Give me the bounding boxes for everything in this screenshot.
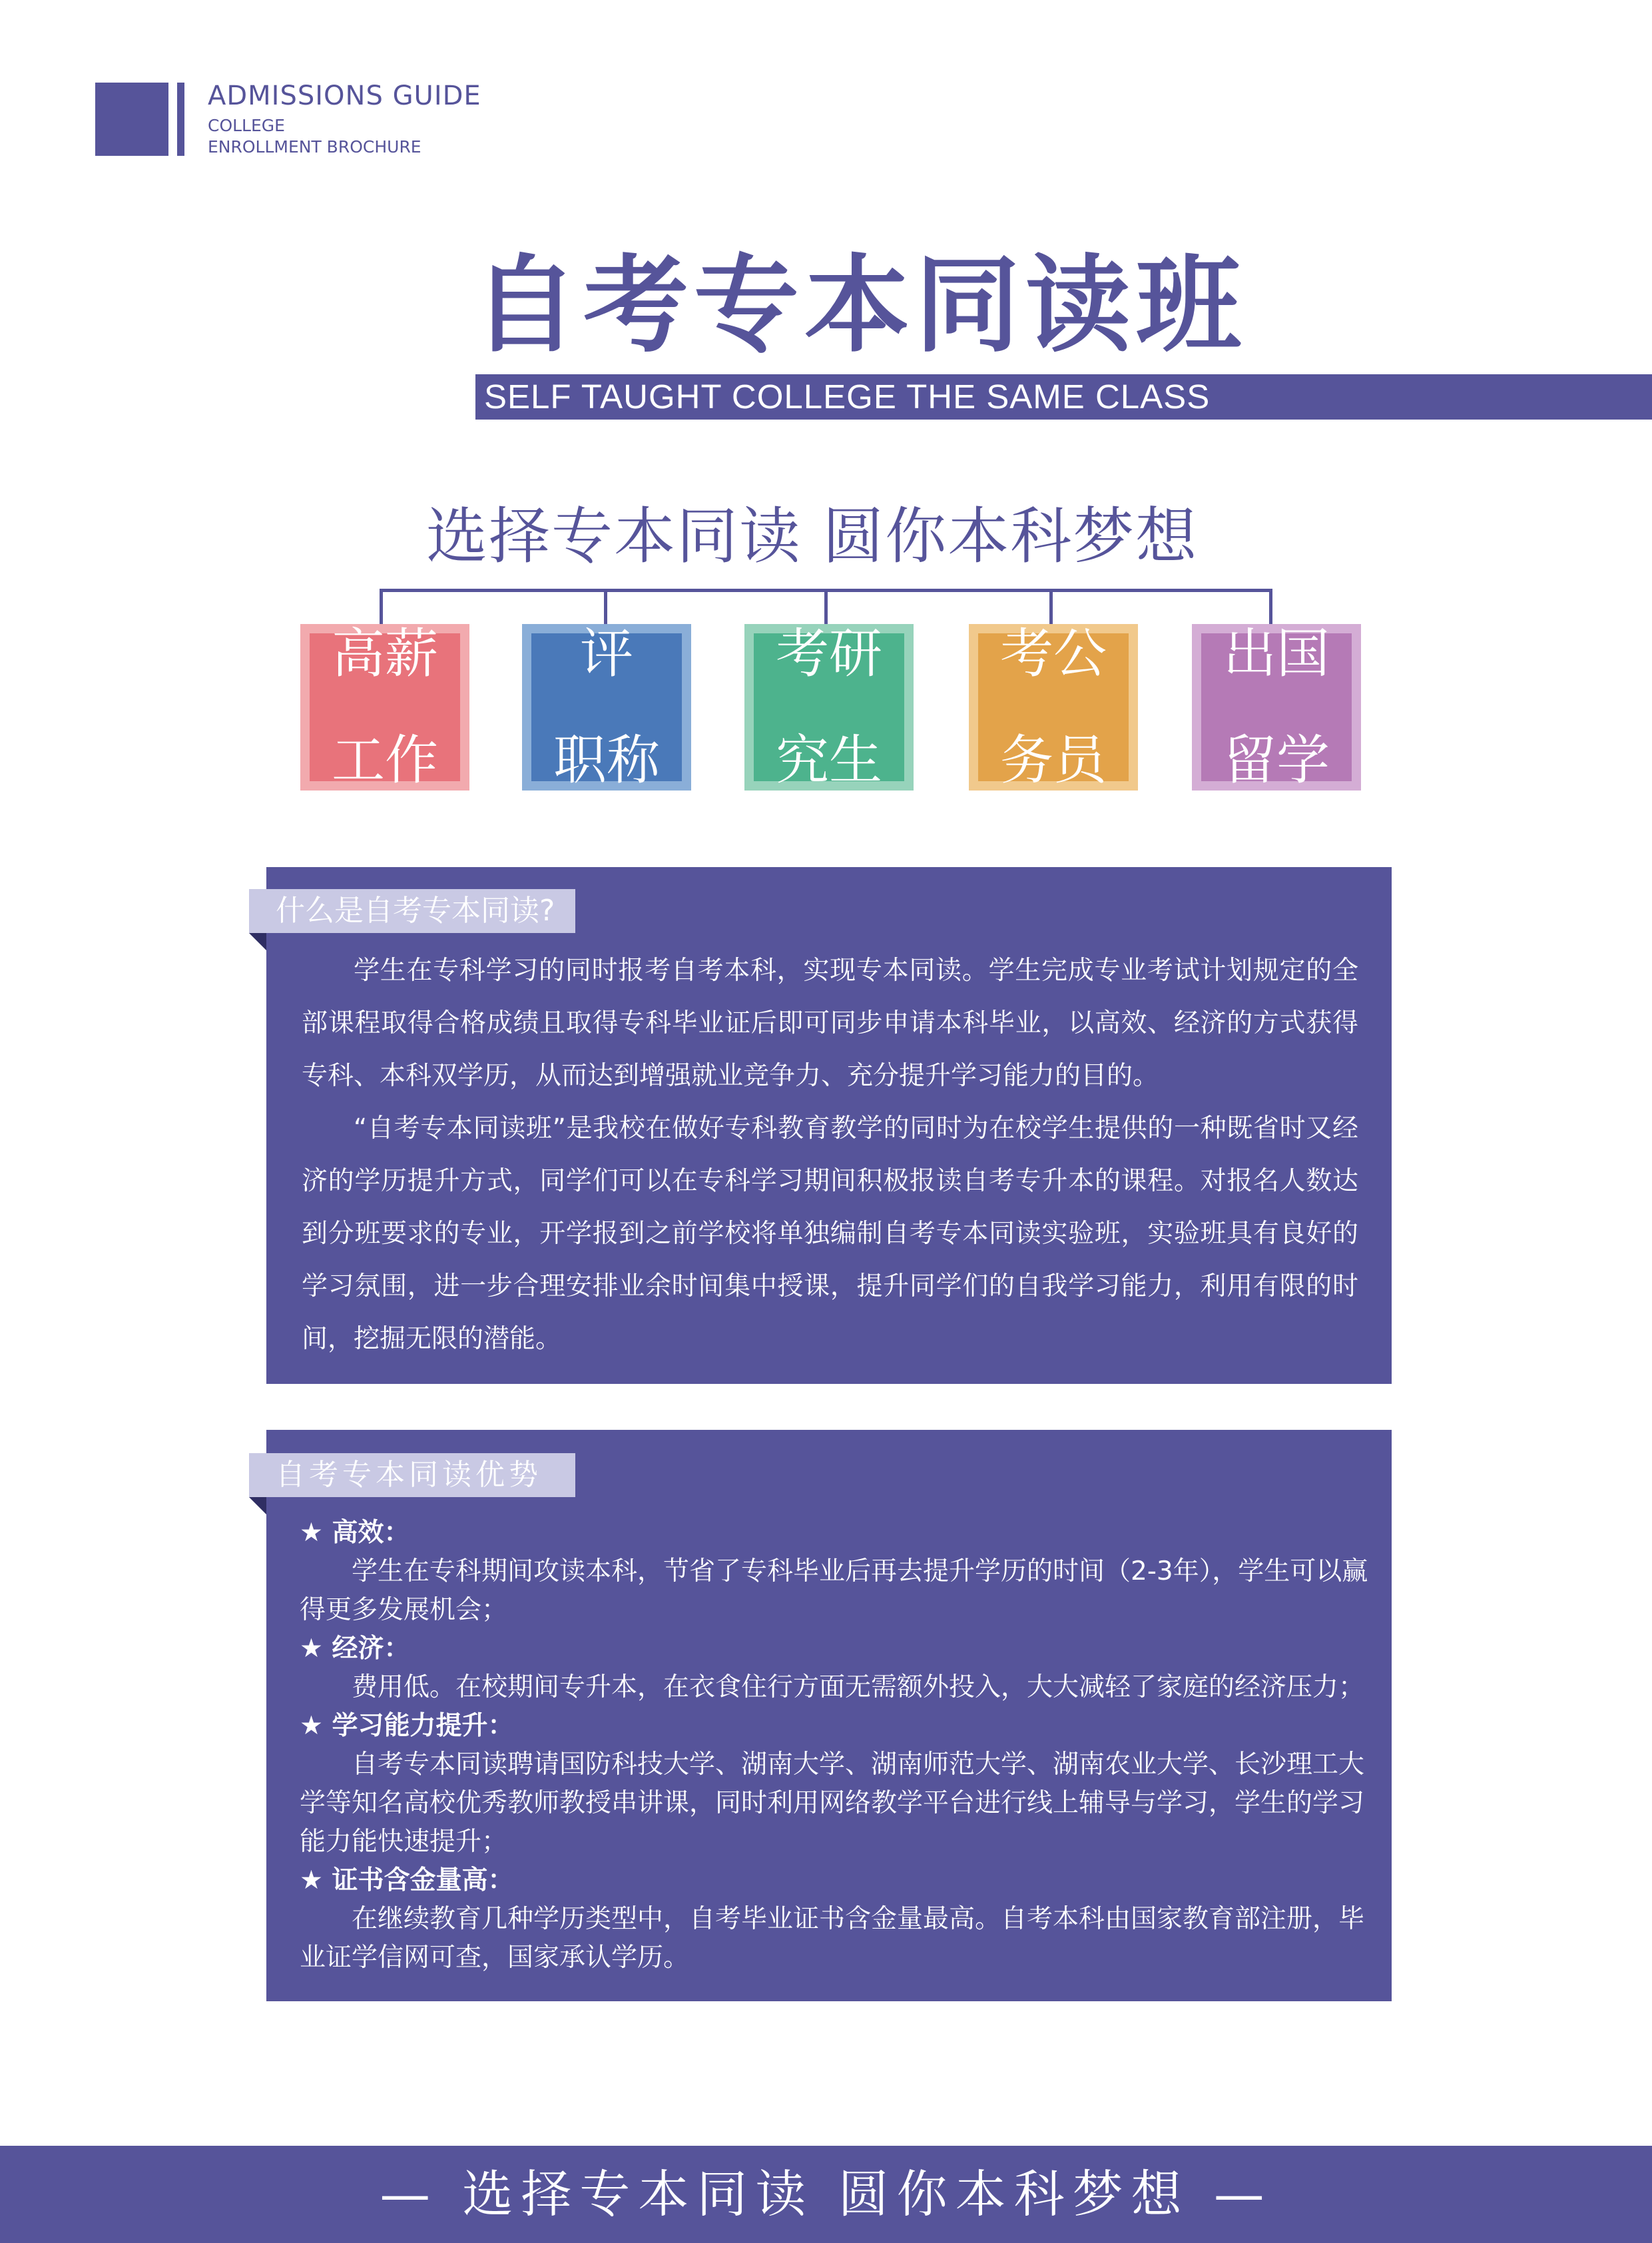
benefit-box-text: 职称: [553, 729, 660, 791]
advantage-item-efficiency: [300, 1514, 1378, 1630]
benefit-box-text: 高薪: [332, 623, 438, 685]
logo-line-college: COLLEGE: [208, 116, 285, 135]
advantage-item-learning-ability: [300, 1707, 1378, 1861]
benefit-box-title: [522, 624, 691, 791]
benefit-box-civil-service: [969, 624, 1138, 791]
section-label-what-is: 什么是自考专本同读?: [249, 889, 575, 933]
label-fold: [249, 1497, 266, 1514]
benefit-box-text: 留学: [1223, 729, 1330, 791]
advantage-item-economy: [300, 1630, 1378, 1707]
advantage-heading: ★ 高效：: [300, 1518, 410, 1548]
advantage-heading: ★ 经济：: [300, 1634, 410, 1664]
logo-line-admissions: ADMISSIONS GUIDE: [208, 81, 481, 111]
intro-paragraph-2: “自考专本同读班”是我校在做好专科教育教学的同时为在校学生提供的一种既省时又经济的学历提升方式，同学们可以在专科学习期间积极报读自考专升本的课程。对报名人数达到分班要求的专业，开学报到之前学校将单独编制自考专本同读实验班，实验班具有良好的学习氛围，进一步合理安排业余时间集中授课，提升同学们的自我学习能力，利用有限的时间，挖掘无限的潜能。: [302, 1114, 1358, 1354]
page-subtitle: SELF TAUGHT COLLEGE THE SAME CLASS: [484, 378, 1211, 416]
benefit-box-high-salary: [300, 624, 469, 791]
benefit-box-text: 考研: [776, 623, 882, 685]
label-fold: [249, 933, 266, 950]
footer-slogan: — 选择专本同读 圆你本科梦想 —: [380, 2164, 1272, 2224]
benefit-box-text: 评: [580, 623, 633, 685]
advantage-heading: ★ 证书含金量高：: [300, 1865, 514, 1895]
benefit-box-text: 考公: [1000, 623, 1107, 685]
benefit-box-study-abroad: [1192, 624, 1361, 791]
benefit-box-text: 究生: [776, 729, 882, 791]
logo-line-brochure: ENROLLMENT BROCHURE: [208, 137, 421, 157]
brand-logo-text: [208, 83, 481, 155]
advantage-item-certificate-value: [300, 1861, 1378, 1977]
advantage-text: 在继续教育几种学历类型中，自考毕业证书含金量最高。自考本科由国家教育部注册，毕业证学信网可查，国家承认学历。: [300, 1904, 1365, 1973]
page-title: 自考专本同读班: [473, 244, 1246, 367]
section-label-advantages: 自考专本同读优势: [249, 1453, 575, 1497]
logo-square: [95, 83, 168, 156]
benefit-box-text: 工作: [332, 729, 438, 791]
advantage-text: 学生在专科期间攻读本科，节省了专科毕业后再去提升学历的时间（2-3年），学生可以赢得更多发展机会；: [300, 1556, 1368, 1625]
advantage-text: 费用低。在校期间专升本，在衣食住行方面无需额外投入，大大减轻了家庭的经济压力；: [352, 1672, 1365, 1702]
intro-paragraph-1: 学生在专科学习的同时报考自考本科，实现专本同读。学生完成专业考试计划规定的全部课程取得合格成绩且取得专科毕业证后即可同步申请本科毕业，以高效、经济的方式获得专科、本科双学历，从而达到增强就业竞争力、充分提升学习能力的目的。: [302, 956, 1358, 1091]
advantage-text: 自考专本同读聘请国防科技大学、湖南大学、湖南师范大学、湖南农业大学、长沙理工大学等知名高校优秀教师教授串讲课，同时利用网络教学平台进行线上辅导与学习，学生的学习能力能快速提升；: [300, 1750, 1365, 1857]
benefit-box-postgraduate: [744, 624, 914, 791]
advantage-heading: ★ 学习能力提升：: [300, 1711, 514, 1741]
logo-bar: [177, 83, 184, 156]
benefit-box-text: 务员: [1000, 729, 1107, 791]
benefit-box-text: 出国: [1223, 623, 1330, 685]
slogan-heading: 选择专本同读 圆你本科梦想: [426, 501, 1199, 572]
